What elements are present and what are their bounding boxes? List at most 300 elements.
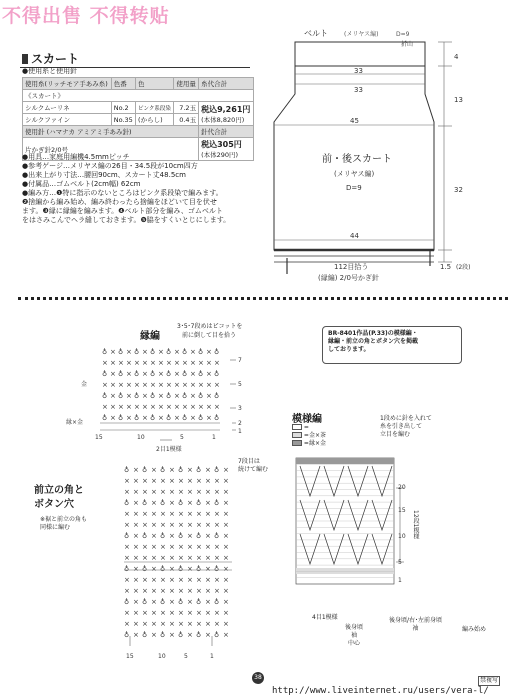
stitch-symbol: × (196, 609, 202, 617)
skirt-schematic (262, 22, 510, 282)
pattern-v-stitch (348, 534, 368, 564)
section-title: スカート (20, 50, 250, 68)
stitch-symbol: × (205, 609, 211, 617)
stitch-symbol: ♁ (214, 532, 220, 540)
needle-col: 針代合計 (199, 126, 254, 138)
stitch-symbol: × (142, 392, 148, 400)
stitch-symbol: × (102, 403, 108, 411)
stitch-symbol: × (151, 631, 157, 639)
center-mark: 後身頃 袖 中心 (344, 624, 363, 647)
stitch-symbol: ♁ (178, 598, 184, 606)
stitch-symbol: × (151, 532, 157, 540)
stitch-symbol: ♁ (166, 348, 172, 356)
stitch-symbol: × (166, 359, 172, 367)
stitch-symbol: × (110, 381, 116, 389)
stitch-symbol: × (126, 370, 132, 378)
stitch-symbol: × (124, 521, 130, 529)
stitch-symbol: × (196, 510, 202, 518)
stitch-symbol: × (187, 565, 193, 573)
materials-group-row (23, 90, 254, 102)
stitch-symbol: ♁ (178, 532, 184, 540)
height-edge-rows: (2段) (456, 264, 471, 271)
stitch-symbol: × (142, 620, 148, 628)
stitch-symbol: ♁ (142, 631, 148, 639)
stitch-symbol: × (187, 598, 193, 606)
stitch-symbol: × (158, 370, 164, 378)
stitch-symbol: × (160, 576, 166, 584)
stitch-symbol: × (142, 477, 148, 485)
stitch-symbol: ♁ (142, 466, 148, 474)
stitch-symbol: ♁ (102, 392, 108, 400)
stitch-symbol: × (169, 499, 175, 507)
stitch-symbol: × (190, 392, 196, 400)
height-edge: 1.5 (440, 263, 452, 271)
page-number: 38 (252, 672, 264, 684)
x-num: 5 (184, 653, 188, 660)
stitch-symbol: ♁ (196, 466, 202, 474)
legend-item: =縁×金 (292, 440, 326, 448)
info-box (322, 326, 462, 364)
stitch-symbol: × (166, 403, 172, 411)
stitch-symbol: × (133, 488, 139, 496)
stitch-symbol: × (142, 348, 148, 356)
stitch-symbol: × (178, 609, 184, 617)
stitch-symbol: ♁ (214, 414, 220, 422)
x-num: 15 (95, 434, 103, 441)
stitch-symbol: × (142, 381, 148, 389)
stitch-symbol: × (158, 414, 164, 422)
pattern-v-stitch (372, 500, 392, 530)
stitch-symbol: ♁ (160, 532, 166, 540)
stitch-symbol: × (160, 587, 166, 595)
stitch-symbol: × (190, 414, 196, 422)
stitch-symbol: × (160, 510, 166, 518)
row-num: 5 (398, 559, 402, 566)
stitch-symbol: ♁ (134, 348, 140, 356)
stitch-symbol: × (169, 532, 175, 540)
x-num: 10 (158, 653, 166, 660)
stitch-symbol: × (205, 554, 211, 562)
stitch-symbol: ♁ (196, 598, 202, 606)
stitch-symbol: × (223, 510, 229, 518)
stitch-symbol: ♁ (118, 392, 124, 400)
stitch-symbol: ♁ (196, 532, 202, 540)
stitch-symbol: × (205, 499, 211, 507)
gold-label: 金 (81, 381, 88, 388)
stitch-symbol: × (187, 521, 193, 529)
stitch-symbol: × (124, 620, 130, 628)
legend-item: = (292, 424, 326, 432)
stitch-symbol: × (126, 414, 132, 422)
stitch-symbol: × (187, 631, 193, 639)
stitch-symbol: × (151, 587, 157, 595)
edge-title: 縁編 (140, 331, 160, 342)
edge-chart (60, 340, 260, 455)
row-num: 1 (398, 577, 402, 584)
stitch-symbol: × (169, 576, 175, 584)
stitch-symbol: × (214, 510, 220, 518)
x-num: 10 (137, 434, 145, 441)
corner-title: 前立の角と ボタン穴 (34, 485, 84, 510)
stitch-symbol: × (169, 620, 175, 628)
note-line: をはさみこんでヘラ縫しておきます。❺脇をすくいとじにします。 (22, 216, 231, 224)
stitch-symbol: × (190, 403, 196, 411)
stitch-symbol: × (174, 348, 180, 356)
stitch-symbol: × (133, 499, 139, 507)
stitch-symbol: × (205, 587, 211, 595)
stitch-symbol: × (133, 631, 139, 639)
stitch-symbol: × (223, 631, 229, 639)
stitch-symbol: × (126, 348, 132, 356)
stitch-symbol: × (133, 587, 139, 595)
stitch-symbol: × (142, 370, 148, 378)
stitch-symbol: × (214, 488, 220, 496)
stitch-symbol: × (158, 359, 164, 367)
stitch-symbol: × (223, 576, 229, 584)
stitch-symbol: ♁ (178, 631, 184, 639)
stitch-symbol: × (205, 565, 211, 573)
edge-note-a: 3･5･7段めはピコットを (177, 323, 243, 330)
stitch-symbol: × (142, 414, 148, 422)
belt-rows: D=9 (396, 31, 410, 38)
stitch-symbol: × (133, 620, 139, 628)
stitch-symbol: × (205, 488, 211, 496)
stitch-symbol: × (142, 403, 148, 411)
stitch-symbol: × (133, 598, 139, 606)
stitch-symbol: × (223, 532, 229, 540)
col-price: 糸代合計 (199, 78, 254, 90)
stitch-symbol: × (110, 414, 116, 422)
row-num: 10 (398, 533, 406, 540)
stitch-symbol: × (187, 576, 193, 584)
col-color: 色 (136, 78, 174, 90)
stitch-symbol: × (178, 510, 184, 518)
stitch-symbol: × (206, 392, 212, 400)
stitch-symbol: × (205, 510, 211, 518)
stitch-symbol: × (223, 488, 229, 496)
stitch-symbol: × (169, 587, 175, 595)
stitch-symbol: × (223, 609, 229, 617)
stitch-symbol: × (223, 620, 229, 628)
stitch-symbol: × (134, 403, 140, 411)
stitch-symbol: ♁ (178, 499, 184, 507)
row-num: 15 (398, 507, 406, 514)
stitch-symbol: ♁ (196, 565, 202, 573)
stitch-symbol: × (150, 359, 156, 367)
stitch-symbol: × (223, 565, 229, 573)
pattern-v-stitch (324, 500, 344, 530)
stitch-symbol: × (124, 576, 130, 584)
stitch-symbol: × (190, 359, 196, 367)
stitch-symbol: × (126, 381, 132, 389)
needle-name: 片かぎ針2/0号 (23, 138, 199, 161)
width-bottom: 44 (350, 232, 359, 240)
stitch-symbol: × (133, 466, 139, 474)
materials-table (22, 77, 254, 161)
stitch-symbol: ♁ (150, 348, 156, 356)
stitch-symbol: × (178, 543, 184, 551)
pattern-repeat: 12段1模様 (412, 510, 419, 540)
stitch-symbol: × (196, 521, 202, 529)
stitch-symbol: × (151, 554, 157, 562)
stitch-symbol: × (187, 488, 193, 496)
col-qty: 使用量 (174, 78, 199, 90)
stitch-symbol: × (169, 554, 175, 562)
stitch-symbol: × (187, 510, 193, 518)
stitch-symbol: × (182, 403, 188, 411)
stitch-symbol: ♁ (118, 414, 124, 422)
info-line: 縁編・前立の角とボタン穴を掲載 (328, 338, 419, 345)
stitch-symbol: × (178, 620, 184, 628)
materials-heading: ●使用糸と使用針 (22, 67, 78, 75)
stitch-symbol: × (214, 543, 220, 551)
stitch-symbol: ♁ (124, 499, 130, 507)
stitch-symbol: × (110, 392, 116, 400)
stitch-symbol: × (169, 543, 175, 551)
stitch-symbol: × (206, 414, 212, 422)
stitch-symbol: ♁ (102, 370, 108, 378)
stitch-symbol: × (124, 609, 130, 617)
stitch-symbol: ♁ (214, 370, 220, 378)
piece-sub: (メリヤス編) (334, 170, 375, 178)
stitch-symbol: × (223, 587, 229, 595)
copy-mark: 禁複写 (480, 677, 499, 684)
yarn-no: No.35 (111, 114, 135, 126)
stitch-symbol: × (178, 587, 184, 595)
stitch-symbol: ♁ (166, 370, 172, 378)
yarn-no: No.2 (111, 102, 135, 114)
legend-note: 1段めに針を入れて 糸を引き出して 立目を編む (380, 415, 432, 438)
stitch-symbol: × (133, 554, 139, 562)
stitch-symbol: × (133, 532, 139, 540)
stitch-symbol: × (182, 359, 188, 367)
stitch-symbol: × (110, 403, 116, 411)
stitch-symbol: × (142, 543, 148, 551)
stitch-symbol: × (196, 477, 202, 485)
pattern-chart (290, 452, 425, 592)
stitch-symbol: ♁ (118, 370, 124, 378)
pattern-legend (292, 424, 326, 448)
stitch-symbol: × (151, 620, 157, 628)
width-top2: 33 (354, 86, 363, 94)
stitch-symbol: × (169, 510, 175, 518)
stitch-symbol: × (102, 359, 108, 367)
stitch-symbol: ♁ (214, 631, 220, 639)
stitch-symbol: × (205, 466, 211, 474)
stitch-symbol: × (196, 576, 202, 584)
stitch-symbol: × (124, 554, 130, 562)
stitch-symbol: × (196, 587, 202, 595)
stitch-symbol: × (160, 609, 166, 617)
height-belt: 4 (454, 53, 459, 61)
stitch-symbol: ♁ (124, 631, 130, 639)
stitch-symbol: × (178, 554, 184, 562)
stitch-symbol: × (206, 348, 212, 356)
stitch-symbol: ♁ (214, 466, 220, 474)
stitch-symbol: × (223, 521, 229, 529)
stitch-symbol: × (118, 403, 124, 411)
note-line: ●用具…家庭用編機4.5mmピッチ (22, 153, 130, 161)
stitch-symbol: × (169, 466, 175, 474)
stitch-symbol: × (151, 477, 157, 485)
stitch-symbol: × (196, 554, 202, 562)
stitch-symbol: ♁ (124, 565, 130, 573)
stitch-symbol: × (223, 477, 229, 485)
note-line: ●参考ゲージ…メリヤス編の26目・34.5段が10cm四方 (22, 162, 198, 170)
right-mark: 後身頃/右･左前身頃 袖 (389, 617, 443, 632)
stitch-symbol: ♁ (198, 370, 204, 378)
stitch-symbol: × (151, 609, 157, 617)
stitch-symbol: × (187, 543, 193, 551)
table-row (23, 102, 254, 114)
stitch-symbol: × (187, 587, 193, 595)
stitch-symbol: × (196, 620, 202, 628)
stitch-symbol: × (151, 466, 157, 474)
note-line: ●編み方…❶特に指示のないところはピンク系段染で編みます。 (22, 189, 223, 197)
stitch-symbol: × (223, 598, 229, 606)
stitch-symbol: × (198, 403, 204, 411)
yarn-color: ピンク系段染 (136, 102, 174, 114)
stitch-symbol: × (205, 521, 211, 529)
stitch-symbol: ♁ (124, 598, 130, 606)
yarn-qty: 0.4玉 (174, 114, 199, 126)
stitch-symbol: × (151, 565, 157, 573)
notes-block (22, 153, 262, 225)
stitch-symbol: × (150, 381, 156, 389)
stitch-symbol: × (187, 477, 193, 485)
col-yarn: 使用糸(リッチモア手あみ糸) (23, 78, 112, 90)
stitch-symbol: × (160, 488, 166, 496)
stitch-symbol: ♁ (214, 499, 220, 507)
pattern-v-stitch (300, 534, 320, 564)
stitch-symbol: ♁ (102, 348, 108, 356)
row-num: 3 (238, 405, 242, 412)
stitch-symbol: ♁ (160, 598, 166, 606)
start-label: 縁×金 (66, 419, 84, 426)
stitch-symbol: ♁ (214, 598, 220, 606)
corner-note: 7段目は 続けて編む (238, 458, 269, 473)
stitch-symbol: × (206, 359, 212, 367)
stitch-symbol: ♁ (160, 466, 166, 474)
stitch-symbol: ♁ (142, 565, 148, 573)
note-line: ❷捨編から編み始め、編み終わったら捨編をほどいて目を伏せ (22, 198, 217, 206)
stitch-symbol: × (151, 499, 157, 507)
stitch-symbol: ♁ (160, 631, 166, 639)
stitch-symbol: × (160, 620, 166, 628)
edge-note-b: 前に倒して目を拾う (182, 332, 237, 339)
stitch-symbol: ♁ (124, 532, 130, 540)
stitch-symbol: × (178, 521, 184, 529)
stitch-symbol: × (178, 576, 184, 584)
stitch-symbol: × (169, 598, 175, 606)
height-upper: 13 (454, 96, 463, 104)
stitch-symbol: × (118, 381, 124, 389)
stitch-symbol: × (223, 554, 229, 562)
watermark-text: 不得出售 不得转贴 (2, 5, 170, 27)
stitch-symbol: × (142, 488, 148, 496)
stitch-symbol: × (169, 565, 175, 573)
start-mark: 編み始め (462, 626, 487, 633)
stitch-symbol: × (214, 587, 220, 595)
info-line: しております。 (328, 346, 370, 353)
stitch-symbol: × (142, 359, 148, 367)
stitch-symbol: × (187, 499, 193, 507)
stitch-symbol: × (206, 370, 212, 378)
stitch-symbol: × (174, 381, 180, 389)
stitch-symbol: × (187, 609, 193, 617)
x-num: 5 (180, 434, 184, 441)
stitch-symbol: × (205, 543, 211, 551)
stitch-symbol: ♁ (214, 565, 220, 573)
stitch-symbol: × (151, 510, 157, 518)
stitch-symbol: × (142, 576, 148, 584)
legend-item: =金×茶 (292, 432, 326, 440)
stitch-symbol: ♁ (166, 414, 172, 422)
stitch-symbol: × (142, 609, 148, 617)
stitch-symbol: × (187, 466, 193, 474)
stitch-symbol: × (214, 620, 220, 628)
belt-sub: (メリヤス編) (344, 31, 379, 38)
yarn-name: シルクファイン (23, 114, 112, 126)
stitch-symbol: ♁ (102, 414, 108, 422)
stitch-symbol: ♁ (178, 466, 184, 474)
stitch-symbol: × (133, 576, 139, 584)
stitch-symbol: × (151, 576, 157, 584)
stitch-symbol: ♁ (196, 499, 202, 507)
stitch-symbol: ♁ (124, 466, 130, 474)
stitch-symbol: ♁ (214, 348, 220, 356)
stitch-symbol: × (214, 477, 220, 485)
stitch-symbol: × (118, 359, 124, 367)
stitch-symbol: × (133, 609, 139, 617)
stitch-symbol: × (214, 359, 220, 367)
stitch-symbol: × (124, 510, 130, 518)
stitch-symbol: × (178, 488, 184, 496)
pattern-v-stitch (372, 534, 392, 564)
yarn-price: 税込9,261円 (本体8,820円) (199, 102, 254, 126)
stitch-symbol: × (134, 359, 140, 367)
stitch-symbol: ♁ (150, 414, 156, 422)
x-num: 15 (126, 653, 134, 660)
col-no: 色番 (111, 78, 135, 90)
stitch-symbol: × (190, 348, 196, 356)
pattern-repeat: 2目1模様 (156, 446, 182, 453)
stitch-symbol: × (205, 477, 211, 485)
group-label: 《スカート》 (23, 90, 254, 102)
stitch-symbol: × (196, 488, 202, 496)
stitch-symbol: × (198, 381, 204, 389)
stitch-symbol: × (223, 466, 229, 474)
stitch-symbol: × (174, 370, 180, 378)
stitch-symbol: × (134, 381, 140, 389)
x-num: 1 (212, 434, 216, 441)
stitch-symbol: ♁ (160, 565, 166, 573)
source-url[interactable]: http://www.liveinternet.ru/users/vera-l/ (272, 686, 489, 696)
stitch-symbol: × (142, 510, 148, 518)
stitch-symbol: × (142, 587, 148, 595)
stitch-symbol: × (205, 598, 211, 606)
stitch-symbol: ♁ (142, 532, 148, 540)
yarn-color: (からし) (136, 114, 174, 126)
pattern-v-stitch (348, 500, 368, 530)
stitch-symbol: × (158, 381, 164, 389)
yarn-qty: 7.2玉 (174, 102, 199, 114)
stitch-symbol: × (142, 554, 148, 562)
stitch-symbol: × (178, 477, 184, 485)
stitch-symbol: × (158, 392, 164, 400)
stitch-symbol: ♁ (134, 414, 140, 422)
stitch-symbol: × (126, 359, 132, 367)
